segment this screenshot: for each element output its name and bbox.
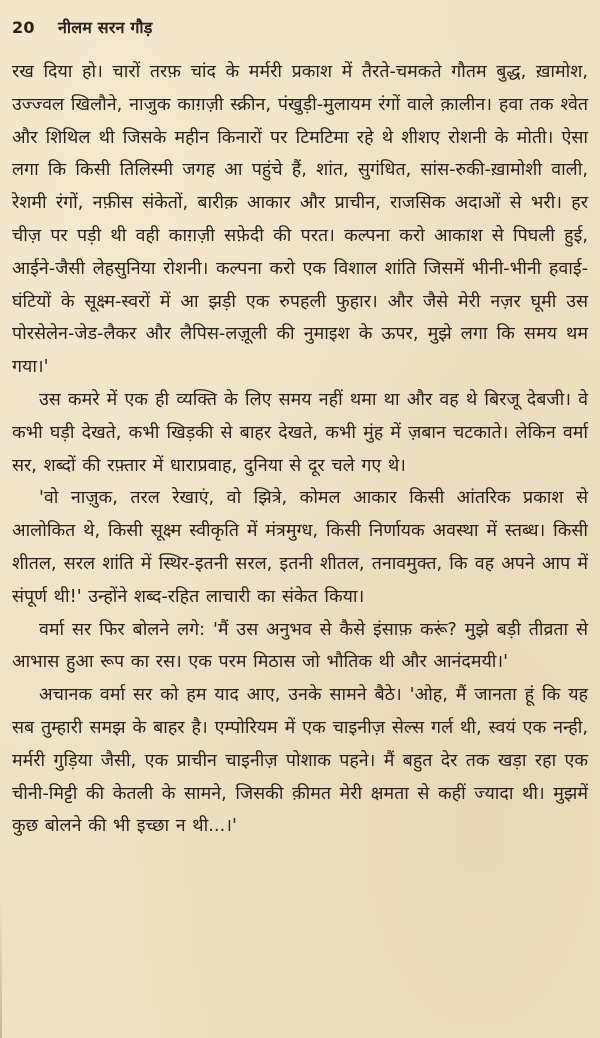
body-text	[12, 56, 588, 843]
paragraph-1: रख दिया हो। चारों तरफ़ चांद के मर्मरी प्रकाश में तैरते-चमकते गौतम बुद्ध, ख़ामोश, उज्ज्वल खिलौने, नाजुक काग़ज़ी स्क्रीन, पंखुड़ी-मुलायम रंगों वाले क़ालीन। हवा तक श्वेत और शिथिल थी जिसके महीन किनारों पर टिमटिमा रहे थे शीशए रोशनी के मोती। ऐसा लगा कि किसी तिलिस्मी जगह आ पहुंचे हैं, शांत, सुगंधित, सांस-रुकी-ख़ामोशी वाली, रेशमी रंगों, नफ़ीस संकेतों, बारीक़ आकार और प्राचीन, राजसिक अदाओं से भरी। हर चीज़ पर पड़ी थी वही काग़ज़ी सफ़ेदी की परत। कल्पना करो आकाश से पिघली हुई, आईने-जैसी लेहसुनिया रोशनी। कल्पना करो एक विशाल शांति जिसमें भीनी-भीनी हवाई-घंटियों के सूक्ष्म-स्वरों में आ झड़ी एक रुपहली फुहार। और जैसे मेरी नज़र घूमी उस पोरसेलेन-जेड-लैकर और लैपिस-लज़ूली की नुमाइश के ऊपर, मुझे लगा कि समय थम गया।'	[12, 61, 588, 378]
paragraph-5: अचानक वर्मा सर को हम याद आए, उनके सामने बैठे। 'ओह, मैं जानता हूं कि यह सब तुम्हारी समझ के बाहर है। एम्पोरियम में एक चाइनीज़ सेल्स गर्ल थी, स्वयं एक नन्ही, मर्मरी गुड़िया जैसी, एक प्राचीन चाइनीज़ पोशाक पहने। मैं बहुत देर तक खड़ा रहा एक चीनी-मिट्टी की केतली के सामने, जिसकी क़ीमत मेरी क्षमता से कहीं ज्यादा थी। मुझमें कुछ बोलने की भी इच्छा न थी...।'	[12, 684, 588, 837]
running-title: नीलम सरन गौड़	[58, 18, 153, 37]
page-number: 20	[12, 17, 35, 37]
page-header	[12, 12, 588, 42]
page-edge-shadow	[0, 900, 2, 1038]
paragraph-2: उस कमरे में एक ही व्यक्ति के लिए समय नहीं थमा था और वह थे बिरजू देबजी। वे कभी घड़ी देखते, कभी खिड़की से बाहर देखते, कभी मुंह में ज़बान चटकाते। लेकिन वर्मा सर, शब्दों की रफ़्तार में धाराप्रवाह, दुनिया से दूर चले गए थे।	[12, 388, 588, 476]
paragraph-3: 'वो नाज़ुक, तरल रेखाएं, वो झित्रे, कोमल आकार किसी आंतरिक प्रकाश से आलोकित थे, किसी सूक्ष्म स्वीकृति में मंत्रमुग्ध, किसी निर्णायक अवस्था में स्तब्ध। किसी शीतल, सरल शांति में स्थिर-इतनी सरल, इतनी शीतल, तनावमुक्त, कि वह अपने आप में संपूर्ण थी!' उन्होंने शब्द-रहित लाचारी का संकेत किया।	[12, 487, 588, 607]
paragraph-4: वर्मा सर फिर बोलने लगे: 'मैं उस अनुभव से कैसे इंसाफ़ करूं? मुझे बड़ी तीव्रता से आभास हुआ रूप का रस। एक परम मिठास जो भौतिक थी और आनंदमयी।'	[12, 618, 588, 673]
